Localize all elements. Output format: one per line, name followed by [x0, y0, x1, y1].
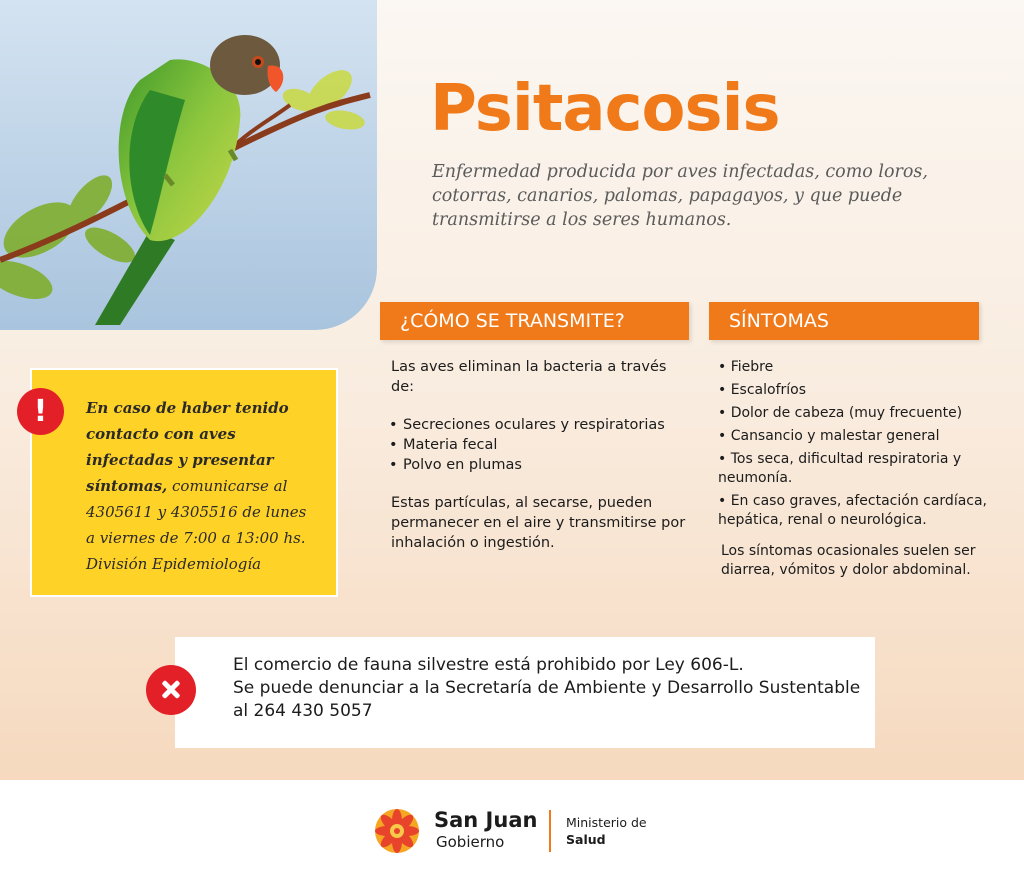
contact-detail: comunicarse al 4305611 y 4305516 de lunes a viernes de 7:00 a 13:00 hs. [86, 477, 307, 547]
brand-subtitle: Gobierno [436, 833, 505, 851]
ministry-label [566, 814, 647, 848]
sintomas-list [718, 358, 988, 530]
ministry-line-1: Ministerio de [566, 815, 647, 830]
notice-line-2: Se puede denunciar a la Secretaría de Ambiente y Desarrollo Sustentable al 264 430 5057 [233, 678, 861, 721]
parrot-photo [0, 0, 377, 330]
brand-divider [549, 810, 551, 852]
sintomas-heading: SÍNTOMAS [709, 302, 979, 340]
list-item: • Fiebre [718, 359, 774, 375]
contact-division: División Epidemiología [86, 555, 262, 573]
transmit-intro: Las aves eliminan la bacteria a través de: [391, 359, 667, 395]
sintomas-section [718, 358, 988, 580]
transmit-closing: Estas partículas, al secarse, pueden permanecer en el aire y transmitirse por inhalación o ingestión. [391, 495, 686, 551]
brand-name: San Juan [434, 808, 538, 832]
page-subtitle: Enfermedad producida por aves infectadas, como loros, cotorras, canarios, palomas, papagayos, y que puede transmitirse a los seres humanos. [432, 162, 928, 230]
contact-bold-text: En caso de haber tenido contacto con aves infectadas y presentar síntomas, [86, 399, 289, 495]
prohibition-notice [175, 637, 875, 748]
list-item: • Secreciones oculares y respiratorias [391, 415, 691, 435]
list-item: • Tos seca, dificultad respiratoria y neumonía. [718, 451, 962, 486]
list-item: • Cansancio y malestar general [718, 428, 940, 444]
list-item: • Escalofríos [718, 382, 807, 398]
ministry-line-2: Salud [566, 832, 606, 847]
list-item: • Materia fecal [391, 435, 691, 455]
sun-logo-icon [372, 806, 422, 856]
notice-line-1: El comercio de fauna silvestre está prohibido por Ley 606-L. [233, 655, 744, 675]
list-item: • Dolor de cabeza (muy frecuente) [718, 405, 963, 421]
footer [0, 780, 1024, 888]
transmit-list [391, 415, 691, 475]
page-title: Psitacosis [430, 72, 780, 146]
list-item: • En caso graves, afectación cardíaca, hepática, renal o neurológica. [718, 493, 988, 528]
alert-icon: ! [17, 388, 64, 435]
contact-box [30, 368, 338, 597]
list-item: • Polvo en plumas [391, 455, 691, 475]
transmit-section [391, 357, 691, 553]
close-icon [146, 665, 196, 715]
sintomas-note: Los síntomas ocasionales suelen ser diarrea, vómitos y dolor abdominal. [721, 543, 976, 578]
transmit-heading: ¿CÓMO SE TRANSMITE? [380, 302, 689, 340]
